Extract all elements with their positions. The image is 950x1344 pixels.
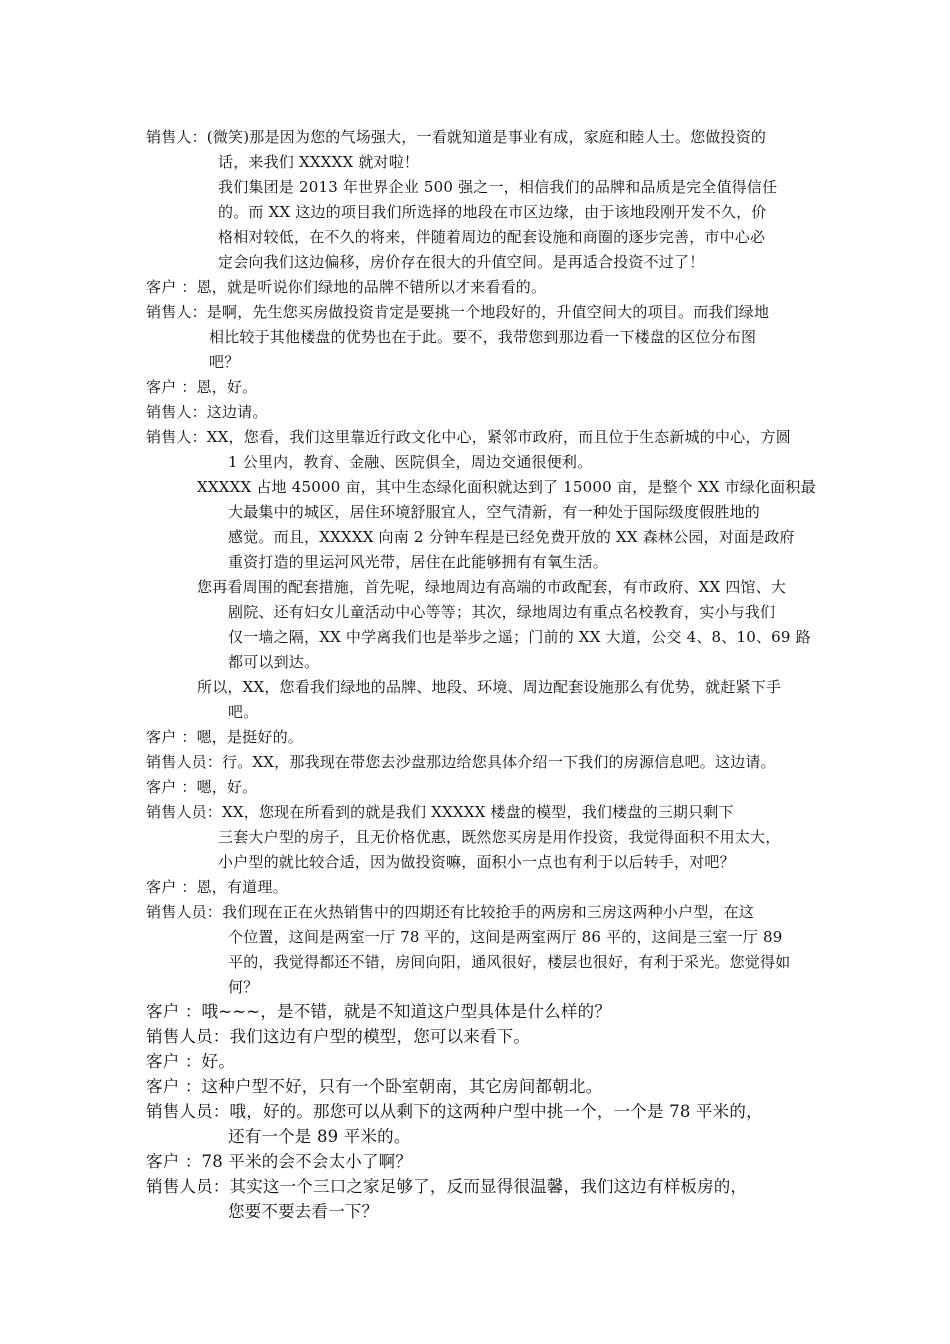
text-line: 客户 ：嗯，好。	[146, 778, 258, 796]
text-line: 您再看周围的配套措施，首先呢，绿地周边有高端的市政配套，有市政府、XX 四馆、大	[197, 578, 787, 596]
text-line: 还有一个是 89 平米的。	[228, 1127, 411, 1146]
text-line: 客户 ：这种户型不好，只有一个卧室朝南，其它房间都朝北。	[146, 1077, 603, 1096]
text-line: 客户 ：嗯，是挺好的。	[146, 728, 303, 746]
text-line: 何？	[228, 978, 259, 996]
text-line: 格相对较低，在不久的将来，伴随着周边的配套设施和商圈的逐步完善，市中心必	[218, 228, 766, 246]
text-line: 客户 ：78 平米的会不会太小了啊？	[146, 1152, 413, 1171]
text-line: XXXXX 占地 45000 亩，其中生态绿化面积就达到了 15000 亩，是整个 XX 市绿化面积最	[197, 478, 816, 496]
text-line: 客户 ：恩，好。	[146, 378, 258, 396]
text-line: 所以，XX，您看我们绿地的品牌、地段、环境、周边配套设施那么有优势，就赶紧下手	[197, 678, 782, 696]
text-line: 三套大户型的房子，且无价格优惠，既然您买房是用作投资，我觉得面积不用太大，	[218, 828, 781, 846]
text-line: 销售人员：哦，好的。那您可以从剩下的这两种户型中挑一个，一个是 78 平米的，	[146, 1102, 763, 1121]
text-line: 吧。	[228, 703, 259, 721]
text-line: 销售人：这边请。	[146, 403, 268, 421]
text-line: 定会向我们这边偏移，房价存在很大的升值空间。是再适合投资不过了！	[218, 253, 705, 271]
text-line: 客户 ：好。	[146, 1052, 235, 1071]
text-line: 仅一墙之隔，XX 中学离我们也是举步之遥；门前的 XX 大道，公交 4、8、10、69 路	[228, 628, 811, 646]
text-line: 销售人员：XX，您现在所看到的就是我们 XXXXX 楼盘的模型，我们楼盘的三期只剩下	[146, 803, 734, 821]
text-line: 感觉。而且，XXXXX 向南 2 分钟车程是已经免费开放的 XX 森林公园，对面是政府	[228, 528, 795, 546]
text-line: 相比较于其他楼盘的优势也在于此。要不，我带您到那边看一下楼盘的区位分布图	[209, 328, 757, 346]
text-line: 销售人员：行。XX，那我现在带您去沙盘那边给您具体介绍一下我们的房源信息吧。这边请。	[146, 753, 776, 771]
text-line: 都可以到达。	[228, 653, 320, 671]
text-line: 销售人员：其实这一个三口之家足够了，反而显得很温馨，我们这边有样板房的，	[146, 1177, 748, 1196]
text-line: 您要不要去看一下？	[228, 1202, 379, 1221]
text-line: 销售人：(微笑)那是因为您的气场强大，一看就知道是事业有成，家庭和睦人士。您做投资的	[146, 128, 767, 146]
text-line: 话，来我们 XXXXX 就对啦！	[218, 153, 420, 171]
text-line: 客户 ：哦~~~，是不错，就是不知道这户型具体是什么样的？	[146, 1002, 612, 1021]
text-line: 剧院、还有妇女儿童活动中心等等；其次，绿地周边有重点名校教育，实小与我们	[228, 603, 776, 621]
text-line: 销售人：XX，您看，我们这里靠近行政文化中心，紧邻市政府，而且位于生态新城的中心，方圆	[146, 428, 791, 446]
text-line: 销售人员：我们现在正在火热销售中的四期还有比较抢手的两房和三房这两种小户型，在这	[146, 903, 755, 921]
text-line: 客户 ：恩，就是听说你们绿地的品牌不错所以才来看看的。	[146, 278, 547, 296]
text-line: 小户型的就比较合适，因为做投资嘛，面积小一点也有利于以后转手，对吧？	[218, 853, 735, 871]
text-line: 的。而 XX 这边的项目我们所选择的地段在市区边缘，由于该地段刚开发不久，价	[218, 203, 767, 221]
text-line: 客户 ：恩，有道理。	[146, 878, 288, 896]
text-line: 个位置，这间是两室一厅 78 平的，这间是两室两厅 86 平的，这间是三室一厅 89	[228, 928, 783, 946]
text-line: 大最集中的城区，居住环境舒服宜人，空气清新，有一种处于国际级度假胜地的	[228, 503, 761, 521]
text-line: 销售人：是啊，先生您买房做投资肯定是要挑一个地段好的，升值空间大的项目。而我们绿地	[146, 303, 770, 321]
text-line: 1 公里内，教育、金融、医院俱全，周边交通很便利。	[228, 453, 593, 471]
text-line: 销售人员：我们这边有户型的模型，您可以来看下。	[146, 1027, 531, 1046]
text-line: 吧？	[209, 353, 240, 371]
text-line: 我们集团是 2013 年世界企业 500 强之一，相信我们的品牌和品质是完全值得信任	[218, 178, 778, 196]
text-line: 重资打造的里运河风光带，居住在此能够拥有有氧生活。	[228, 553, 609, 571]
text-line: 平的，我觉得都还不错，房间向阳，通风很好，楼层也很好，有利于采光。您觉得如	[228, 953, 791, 971]
